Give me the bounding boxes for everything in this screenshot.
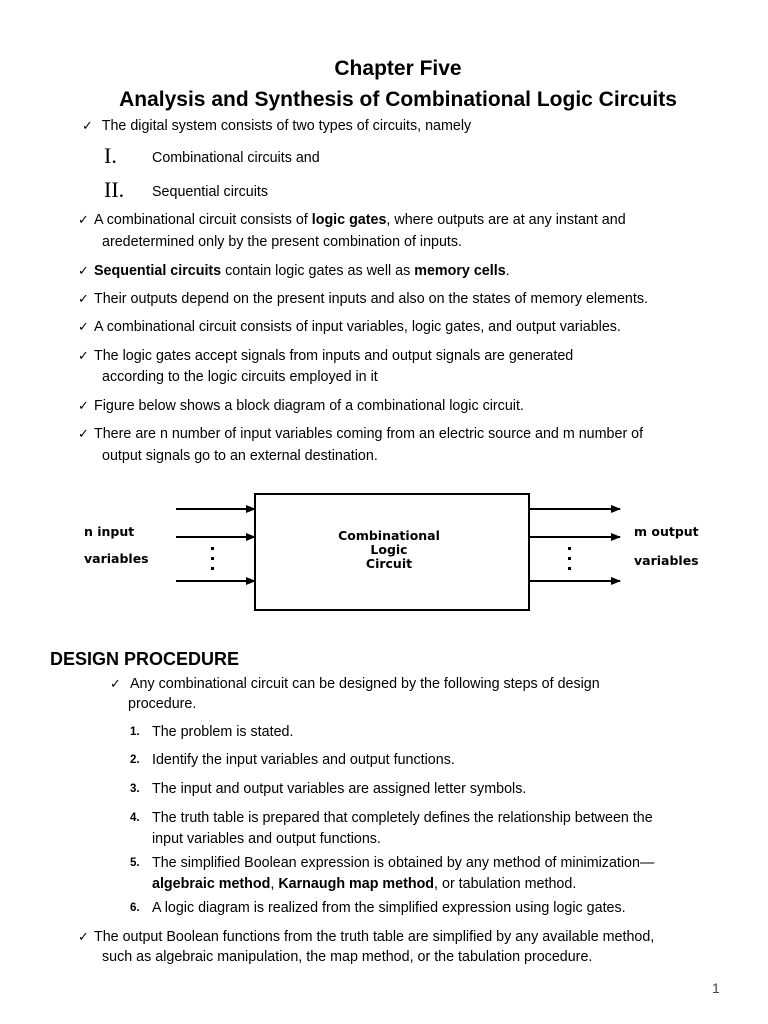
box-label-3: Circuit [365,556,413,571]
bullet-continuation: according to the logic circuits employed in it [102,369,378,385]
box-label-1: Combinational [338,528,440,543]
checkmark-icon: ✓ [78,264,89,279]
step-text: The problem is stated. [152,724,294,740]
step-number: 3. [130,783,140,795]
section-heading: DESIGN PROCEDURE [50,649,240,669]
step-number: 5. [130,857,140,869]
bullet-item: ✓ A combinational circuit consists of input variables, logic gates, and output variables. [78,317,621,338]
design-intro: ✓ Any combinational circuit can be designed by the following steps of design [110,674,600,695]
step-text: A logic diagram is realized from the simplified expression using logic gates. [152,900,626,916]
input-ellipsis [211,547,214,570]
checkmark-icon: ✓ [78,213,89,228]
bullet-item: ✓ Their outputs depend on the present inputs and also on the states of memory elements. [78,289,648,310]
bullet-continuation: such as algebraic manipulation, the map method, or the tabulation procedure. [102,949,593,965]
output-ellipsis [568,547,571,570]
step-number: 1. [130,726,140,738]
step-number: 2. [130,754,140,766]
checkmark-icon: ✓ [78,349,89,364]
bullet-continuation: aredetermined only by the present combination of inputs. [102,234,463,250]
step-text: The input and output variables are assigned letter symbols. [152,781,527,797]
chapter-title: Analysis and Synthesis of Combinational Logic Circuits [119,88,677,111]
bullet-item: ✓ Sequential circuits contain logic gates as well as memory cells. [78,261,510,282]
circuit-type-item: Combinational circuits and [152,150,320,166]
step-text-continuation: algebraic method, Karnaugh map method, or tabulation method. [152,876,577,892]
intro-text: The digital system consists of two types of circuits, namely [101,118,472,134]
chapter-number: Chapter Five [334,57,462,80]
checkmark-icon: ✓ [78,320,89,335]
step-number: 6. [130,902,140,914]
step-text: The truth table is prepared that completely defines the relationship between the [152,810,653,826]
box-label-2: Logic [370,542,408,557]
checkmark-icon: ✓ [78,399,89,414]
bullet-item: ✓ The logic gates accept signals from inputs and output signals are generated [78,346,573,367]
checkmark-icon: ✓ [78,292,89,307]
step-number: 4. [130,812,140,824]
bullet-item: ✓ There are n number of input variables coming from an electric source and m number of [78,424,643,445]
output-label-1: m output [634,524,699,539]
input-label-1: n input [84,524,135,539]
input-label-2: variables [84,551,149,566]
bullet-continuation: output signals go to an external destination. [102,448,378,464]
step-text: The simplified Boolean expression is obtained by any method of minimization— [152,855,655,871]
output-label-2: variables [634,553,699,568]
roman-numeral: I. [104,143,117,168]
checkmark-icon: ✓ [82,119,93,134]
page-number: 1 [712,980,720,996]
bullet-item: ✓ The output Boolean functions from the truth table are simplified by any available method, [78,927,654,948]
checkmark-icon: ✓ [78,930,89,945]
checkmark-icon: ✓ [110,677,121,692]
circuit-type-item: Sequential circuits [152,184,269,200]
intro-bullet [82,116,471,137]
bullet-item: ✓ A combinational circuit consists of logic gates, where outputs are at any instant and [78,210,626,231]
roman-numeral: II. [104,177,125,202]
design-intro-continuation: procedure. [128,696,197,712]
bullet-item: ✓ Figure below shows a block diagram of a combinational logic circuit. [78,396,524,417]
step-text-continuation: input variables and output functions. [152,831,381,847]
step-text: Identify the input variables and output functions. [152,752,455,768]
checkmark-icon: ✓ [78,427,89,442]
block-diagram [0,480,768,620]
